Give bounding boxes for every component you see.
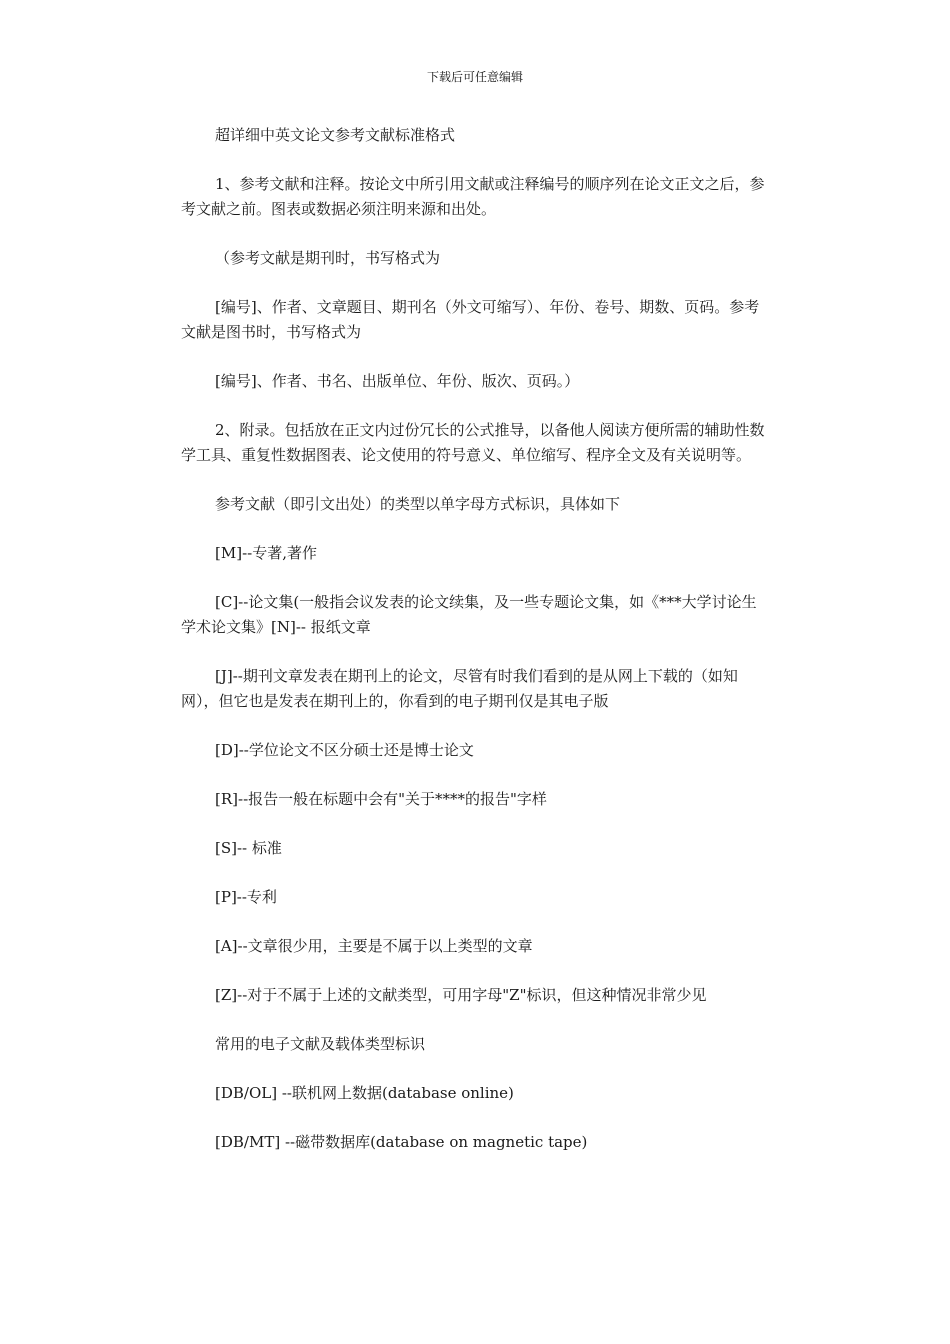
paragraph-appendix: 2、附录。包括放在正文内过份冗长的公式推导，以备他人阅读方便所需的辅助性数学工具、重复性数据图表、论文使用的符号意义、单位缩写、程序全文及有关说明等。: [181, 421, 765, 464]
type-item-db-ol: [DB/OL] --联机网上数据(database online): [215, 1084, 514, 1102]
paragraph-type-intro: 参考文献（即引文出处）的类型以单字母方式标识，具体如下: [215, 495, 621, 513]
paragraph-journal-format-intro: （参考文献是期刊时，书写格式为: [215, 249, 441, 267]
page-header: 下载后可任意编辑: [426, 70, 523, 84]
type-item-p: [P]--专利: [215, 888, 277, 906]
type-item-d: [D]--学位论文不区分硕士还是博士论文: [215, 741, 474, 759]
type-item-j: [J]--期刊文章发表在期刊上的论文，尽管有时我们看到的是从网上下载的（如知网），但它也是发表在期刊上的，你看到的电子期刊仅是其电子版: [181, 667, 738, 710]
document-title: 超详细中英文论文参考文献标准格式: [215, 126, 456, 144]
type-item-s: [S]-- 标准: [215, 839, 282, 857]
paragraph-journal-format: [编号]、作者、文章题目、期刊名（外文可缩写）、年份、卷号、期数、页码。参考文献是图书时，书写格式为: [181, 298, 760, 341]
paragraph-references-notes: 1、参考文献和注释。按论文中所引用文献或注释编号的顺序列在论文正文之后，参考文献之前。图表或数据必须注明来源和出处。: [181, 175, 765, 218]
type-item-a: [A]--文章很少用，主要是不属于以上类型的文章: [215, 937, 533, 955]
paragraph-electronic-intro: 常用的电子文献及载体类型标识: [215, 1035, 426, 1053]
type-item-c: [C]--论文集(一般指会议发表的论文续集，及一些专题论文集，如《***大学讨论生学术论文集》[N]-- 报纸文章: [181, 593, 757, 636]
document-body: [181, 123, 769, 1179]
paragraph-book-format: [编号]、作者、书名、出版单位、年份、版次、页码。）: [215, 372, 580, 390]
type-item-z: [Z]--对于不属于上述的文献类型，可用字母"Z"标识，但这种情况非常少见: [215, 986, 707, 1004]
type-item-db-mt: [DB/MT] --磁带数据库(database on magnetic tape): [215, 1133, 588, 1151]
type-item-r: [R]--报告一般在标题中会有"关于****的报告"字样: [215, 790, 547, 808]
type-item-m: [M]--专著,著作: [215, 544, 317, 562]
